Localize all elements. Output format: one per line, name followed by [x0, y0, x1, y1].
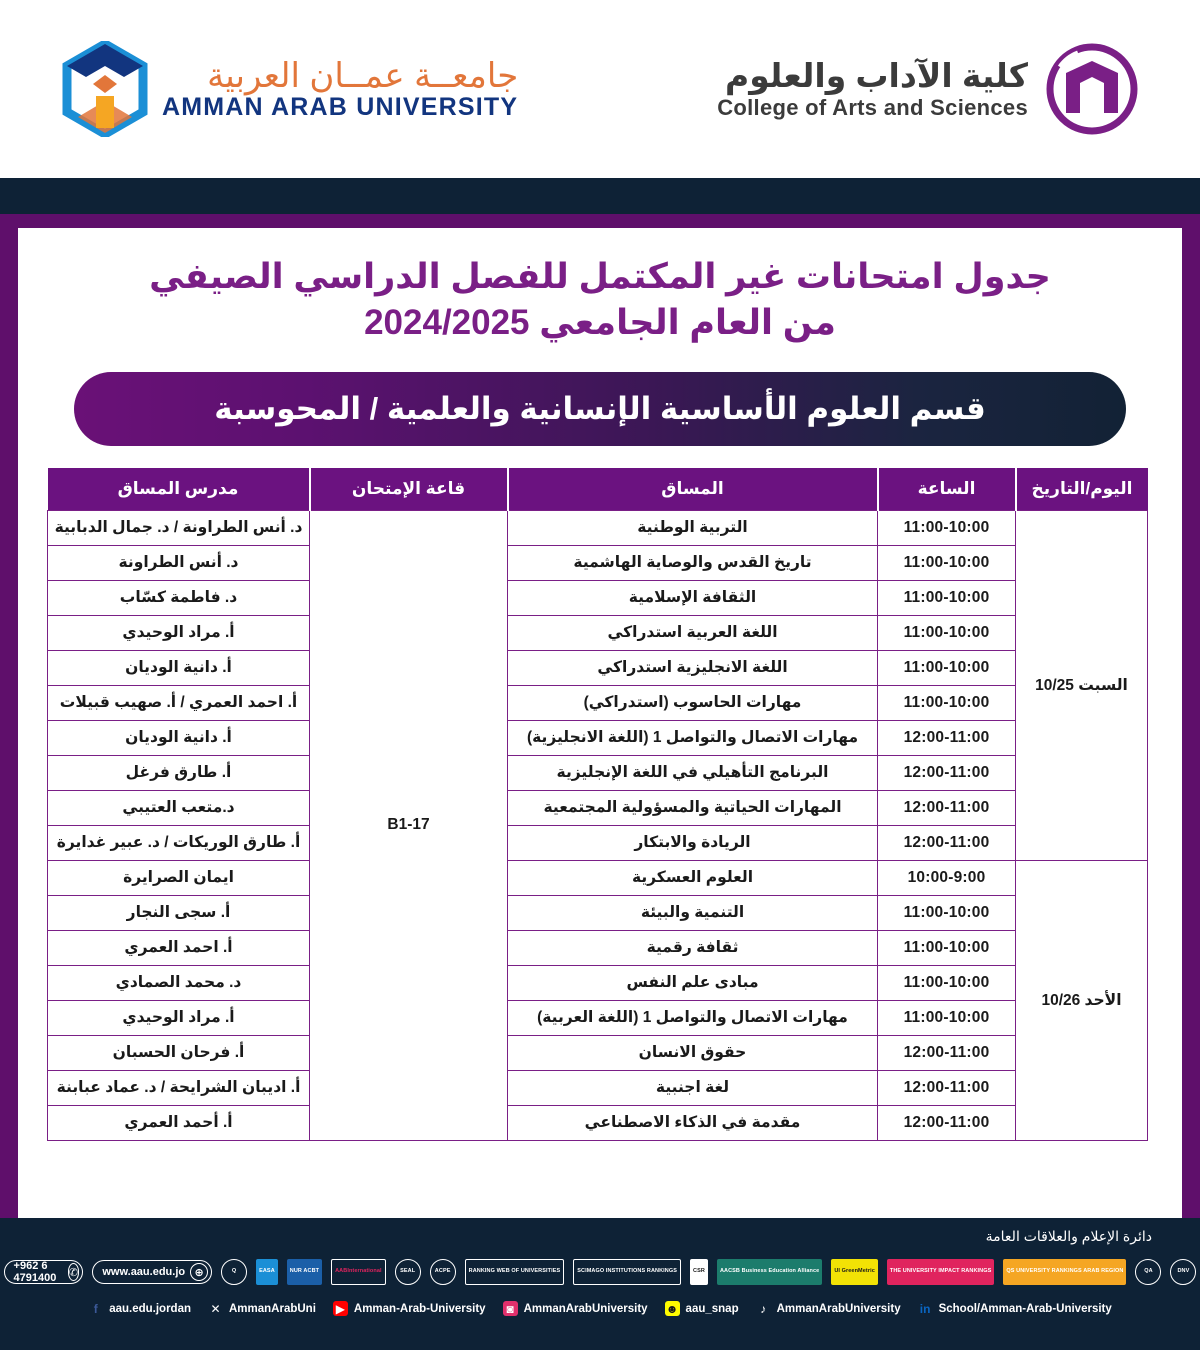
table-row: [48, 930, 1148, 965]
cell-time: 12:00-11:00: [878, 720, 1016, 755]
arts-sciences-arch-icon: [1046, 43, 1138, 135]
cell-instructor: أ. طارق فرغل: [48, 755, 310, 790]
easa-icon: EASA: [256, 1259, 278, 1285]
purple-divider-bar: [0, 214, 1200, 228]
instagram-icon: ◙: [503, 1301, 518, 1316]
social-link[interactable]: [756, 1301, 901, 1316]
cell-time: 11:00-10:00: [878, 685, 1016, 720]
ui-greenmetric-icon: UI GreenMetric: [831, 1259, 878, 1285]
cell-course: الثقافة الإسلامية: [508, 580, 878, 615]
cell-instructor: أ. أحمد العمري: [48, 1105, 310, 1140]
x-twitter-icon: ✕: [210, 1301, 221, 1316]
table-row: [48, 720, 1148, 755]
cell-time: 11:00-10:00: [878, 510, 1016, 545]
table-header: [48, 468, 1148, 510]
cell-instructor: أ. احمد العمري / أ. صهيب قبيلات: [48, 685, 310, 720]
cell-instructor: د. محمد الصمادي: [48, 965, 310, 1000]
quality-seal-icon: Q: [221, 1259, 247, 1285]
cell-instructor: د. فاطمة كسّاب: [48, 580, 310, 615]
cell-course: مهارات الاتصال والتواصل 1 (اللغة الانجليزية): [508, 720, 878, 755]
table-row: [48, 1000, 1148, 1035]
footer-department-label: دائرة الإعلام والعلاقات العامة: [985, 1228, 1152, 1244]
website-badge[interactable]: [92, 1260, 212, 1284]
cell-time: 12:00-11:00: [878, 755, 1016, 790]
cell-time: 11:00-10:00: [878, 930, 1016, 965]
table-row: [48, 1070, 1148, 1105]
facebook-icon: f: [93, 1301, 98, 1316]
cell-instructor: أ. مراد الوحيدي: [48, 615, 310, 650]
cell-instructor: أ. دانية الوديان: [48, 650, 310, 685]
cell-instructor: أ. اديبان الشرايحة / د. عماد عبابنة: [48, 1070, 310, 1105]
globe-icon: ⊕: [190, 1263, 208, 1281]
cell-exam-hall: B1-17: [310, 510, 508, 1140]
aacsb-business-alliance-icon: AACSB Business Education Alliance: [717, 1259, 822, 1285]
accreditation-seal-icon: SEAL: [395, 1259, 421, 1285]
phone-badge[interactable]: [4, 1260, 84, 1284]
cell-time: 11:00-10:00: [878, 965, 1016, 1000]
col-header-time: الساعة: [878, 468, 1016, 510]
dnv-icon: DNV: [1170, 1259, 1196, 1285]
cell-course: التربية الوطنية: [508, 510, 878, 545]
linkedin-icon: in: [919, 1301, 931, 1316]
tiktok-icon: ♪: [760, 1301, 767, 1316]
college-name-arabic: كلية الآداب والعلوم: [725, 56, 1028, 94]
cell-course: الريادة والابتكار: [508, 825, 878, 860]
nur-acbt-icon: NUR ACBT: [287, 1259, 322, 1285]
university-logo: [62, 41, 518, 137]
acpe-icon: ACPE: [430, 1259, 456, 1285]
aau-hexagon-icon: [62, 41, 148, 137]
table-row: [48, 615, 1148, 650]
cell-time: 11:00-10:00: [878, 545, 1016, 580]
website-label: www.aau.edu.jo: [102, 1266, 186, 1278]
table-row: [48, 685, 1148, 720]
main-content-card: [18, 228, 1182, 1218]
cell-course: البرنامج التأهيلي في اللغة الإنجليزية: [508, 755, 878, 790]
department-banner: [74, 372, 1126, 446]
table-row: [48, 860, 1148, 895]
col-header-instructor: مدرس المساق: [48, 468, 310, 510]
cell-time: 11:00-10:00: [878, 615, 1016, 650]
cell-course: حقوق الانسان: [508, 1035, 878, 1070]
cell-time: 12:00-11:00: [878, 1105, 1016, 1140]
table-row: [48, 965, 1148, 1000]
table-body: [48, 510, 1148, 1140]
university-name-english: AMMAN ARAB UNIVERSITY: [162, 92, 519, 121]
table-header-row: [48, 468, 1148, 510]
department-name: قسم العلوم الأساسية الإنسانية والعلمية / المحوسبة: [214, 391, 986, 427]
table-row: [48, 755, 1148, 790]
table-row: [48, 825, 1148, 860]
cell-course: المهارات الحياتية والمسؤولية المجتمعية: [508, 790, 878, 825]
cell-instructor: أ. دانية الوديان: [48, 720, 310, 755]
cell-instructor: أ. فرحان الحسبان: [48, 1035, 310, 1070]
cell-time: 12:00-11:00: [878, 1070, 1016, 1105]
social-handle: aau.edu.jordan: [109, 1302, 191, 1315]
title-line-2: من العام الجامعي 2024/2025: [364, 303, 836, 343]
col-header-hall: قاعة الإمتحان: [310, 468, 508, 510]
cell-time: 12:00-11:00: [878, 790, 1016, 825]
cell-time: 11:00-10:00: [878, 895, 1016, 930]
cell-course: تاريخ القدس والوصاية الهاشمية: [508, 545, 878, 580]
phone-icon: ✆: [68, 1263, 80, 1281]
social-link[interactable]: [333, 1301, 486, 1316]
cell-time: 10:00-9:00: [878, 860, 1016, 895]
cell-instructor: د. أنس الطراونة: [48, 545, 310, 580]
social-media-strip: [34, 1301, 1166, 1316]
cell-time: 11:00-10:00: [878, 580, 1016, 615]
ranking-web-of-universities-icon: RANKING WEB OF UNIVERSITIES: [465, 1259, 565, 1285]
table-row: [48, 510, 1148, 545]
exam-schedule-table: [47, 468, 1148, 1141]
cell-course: مبادى علم النفس: [508, 965, 878, 1000]
phone-label: +962 6 4791400: [13, 1260, 57, 1284]
col-header-course: المساق: [508, 468, 878, 510]
cell-instructor: ايمان الصرايرة: [48, 860, 310, 895]
cell-course: اللغة الانجليزية استدراكي: [508, 650, 878, 685]
cell-instructor: د. أنس الطراونة / د. جمال الدبابية: [48, 510, 310, 545]
social-handle: AmmanArabUni: [229, 1302, 316, 1315]
col-header-date: اليوم/التاريخ: [1016, 468, 1148, 510]
cell-day-date: السبت 10/25: [1016, 510, 1148, 860]
aab-international-icon: AABInternational: [331, 1259, 386, 1285]
header-logos-band: [0, 0, 1200, 178]
table-row: [48, 650, 1148, 685]
scimago-institutions-rankings-icon: SCIMAGO INSTITUTIONS RANKINGS: [573, 1259, 681, 1285]
social-handle: AmmanArabUniversity: [523, 1302, 648, 1315]
cell-time: 12:00-11:00: [878, 1035, 1016, 1070]
cell-course: العلوم العسكرية: [508, 860, 878, 895]
cell-instructor: أ. سجى النجار: [48, 895, 310, 930]
social-link[interactable]: [208, 1301, 316, 1316]
social-link[interactable]: [918, 1301, 1112, 1316]
snapchat-icon: ☻: [665, 1301, 679, 1316]
cell-instructor: د.متعب العتيبي: [48, 790, 310, 825]
cell-course: التنمية والبيئة: [508, 895, 878, 930]
cell-course: ثقافة رقمية: [508, 930, 878, 965]
social-link[interactable]: [88, 1301, 191, 1316]
university-name-arabic: جامعــة عمــان العربية: [207, 56, 519, 95]
social-handle: AmmanArabUniversity: [776, 1302, 901, 1315]
table-row: [48, 895, 1148, 930]
accreditation-logos-strip: [13, 1251, 1190, 1293]
qs-university-rankings-icon: QS UNIVERSITY RANKINGS ARAB REGION: [1003, 1259, 1126, 1285]
youtube-icon: ▶: [333, 1301, 348, 1316]
navy-divider-bar: [0, 178, 1200, 214]
cell-course: مقدمة في الذكاء الاصطناعي: [508, 1105, 878, 1140]
table-row: [48, 1105, 1148, 1140]
social-link[interactable]: [665, 1301, 739, 1316]
social-link[interactable]: [503, 1301, 648, 1316]
cell-day-date: الأحد 10/26: [1016, 860, 1148, 1140]
cell-course: مهارات الاتصال والتواصل 1 (اللغة العربية): [508, 1000, 878, 1035]
cell-course: مهارات الحاسوب (استدراكي): [508, 685, 878, 720]
social-handle: Amman-Arab-University: [353, 1302, 486, 1315]
table-row: [48, 1035, 1148, 1070]
university-logo-text: [162, 56, 519, 121]
page-title: [48, 254, 1152, 346]
table-row: [48, 790, 1148, 825]
college-name-english: College of Arts and Sciences: [717, 95, 1028, 121]
cell-time: 12:00-11:00: [878, 825, 1016, 860]
table-row: [48, 580, 1148, 615]
footer: [0, 1218, 1200, 1350]
cell-time: 11:00-10:00: [878, 650, 1016, 685]
social-handle: aau_snap: [685, 1302, 739, 1315]
cell-course: اللغة العربية استدراكي: [508, 615, 878, 650]
cell-time: 11:00-10:00: [878, 1000, 1016, 1035]
the-impact-rankings-icon: THE UNIVERSITY IMPACT RANKINGS: [887, 1259, 995, 1285]
cell-instructor: أ. احمد العمري: [48, 930, 310, 965]
table-row: [48, 545, 1148, 580]
cell-course: لغة اجنبية: [508, 1070, 878, 1105]
schedule-table-wrap: [48, 468, 1152, 1141]
qa-aacsb-icon: QA: [1135, 1259, 1161, 1285]
csr-icon: CSR: [690, 1259, 708, 1285]
cell-instructor: أ. مراد الوحيدي: [48, 1000, 310, 1035]
college-logo-text: [717, 56, 1028, 121]
cell-instructor: أ. طارق الوريكات / د. عبير غدايرة: [48, 825, 310, 860]
college-logo: [717, 43, 1138, 135]
social-handle: School/Amman-Arab-University: [938, 1302, 1112, 1315]
title-line-1: جدول امتحانات غير المكتمل للفصل الدراسي الصيفي: [149, 257, 1051, 296]
